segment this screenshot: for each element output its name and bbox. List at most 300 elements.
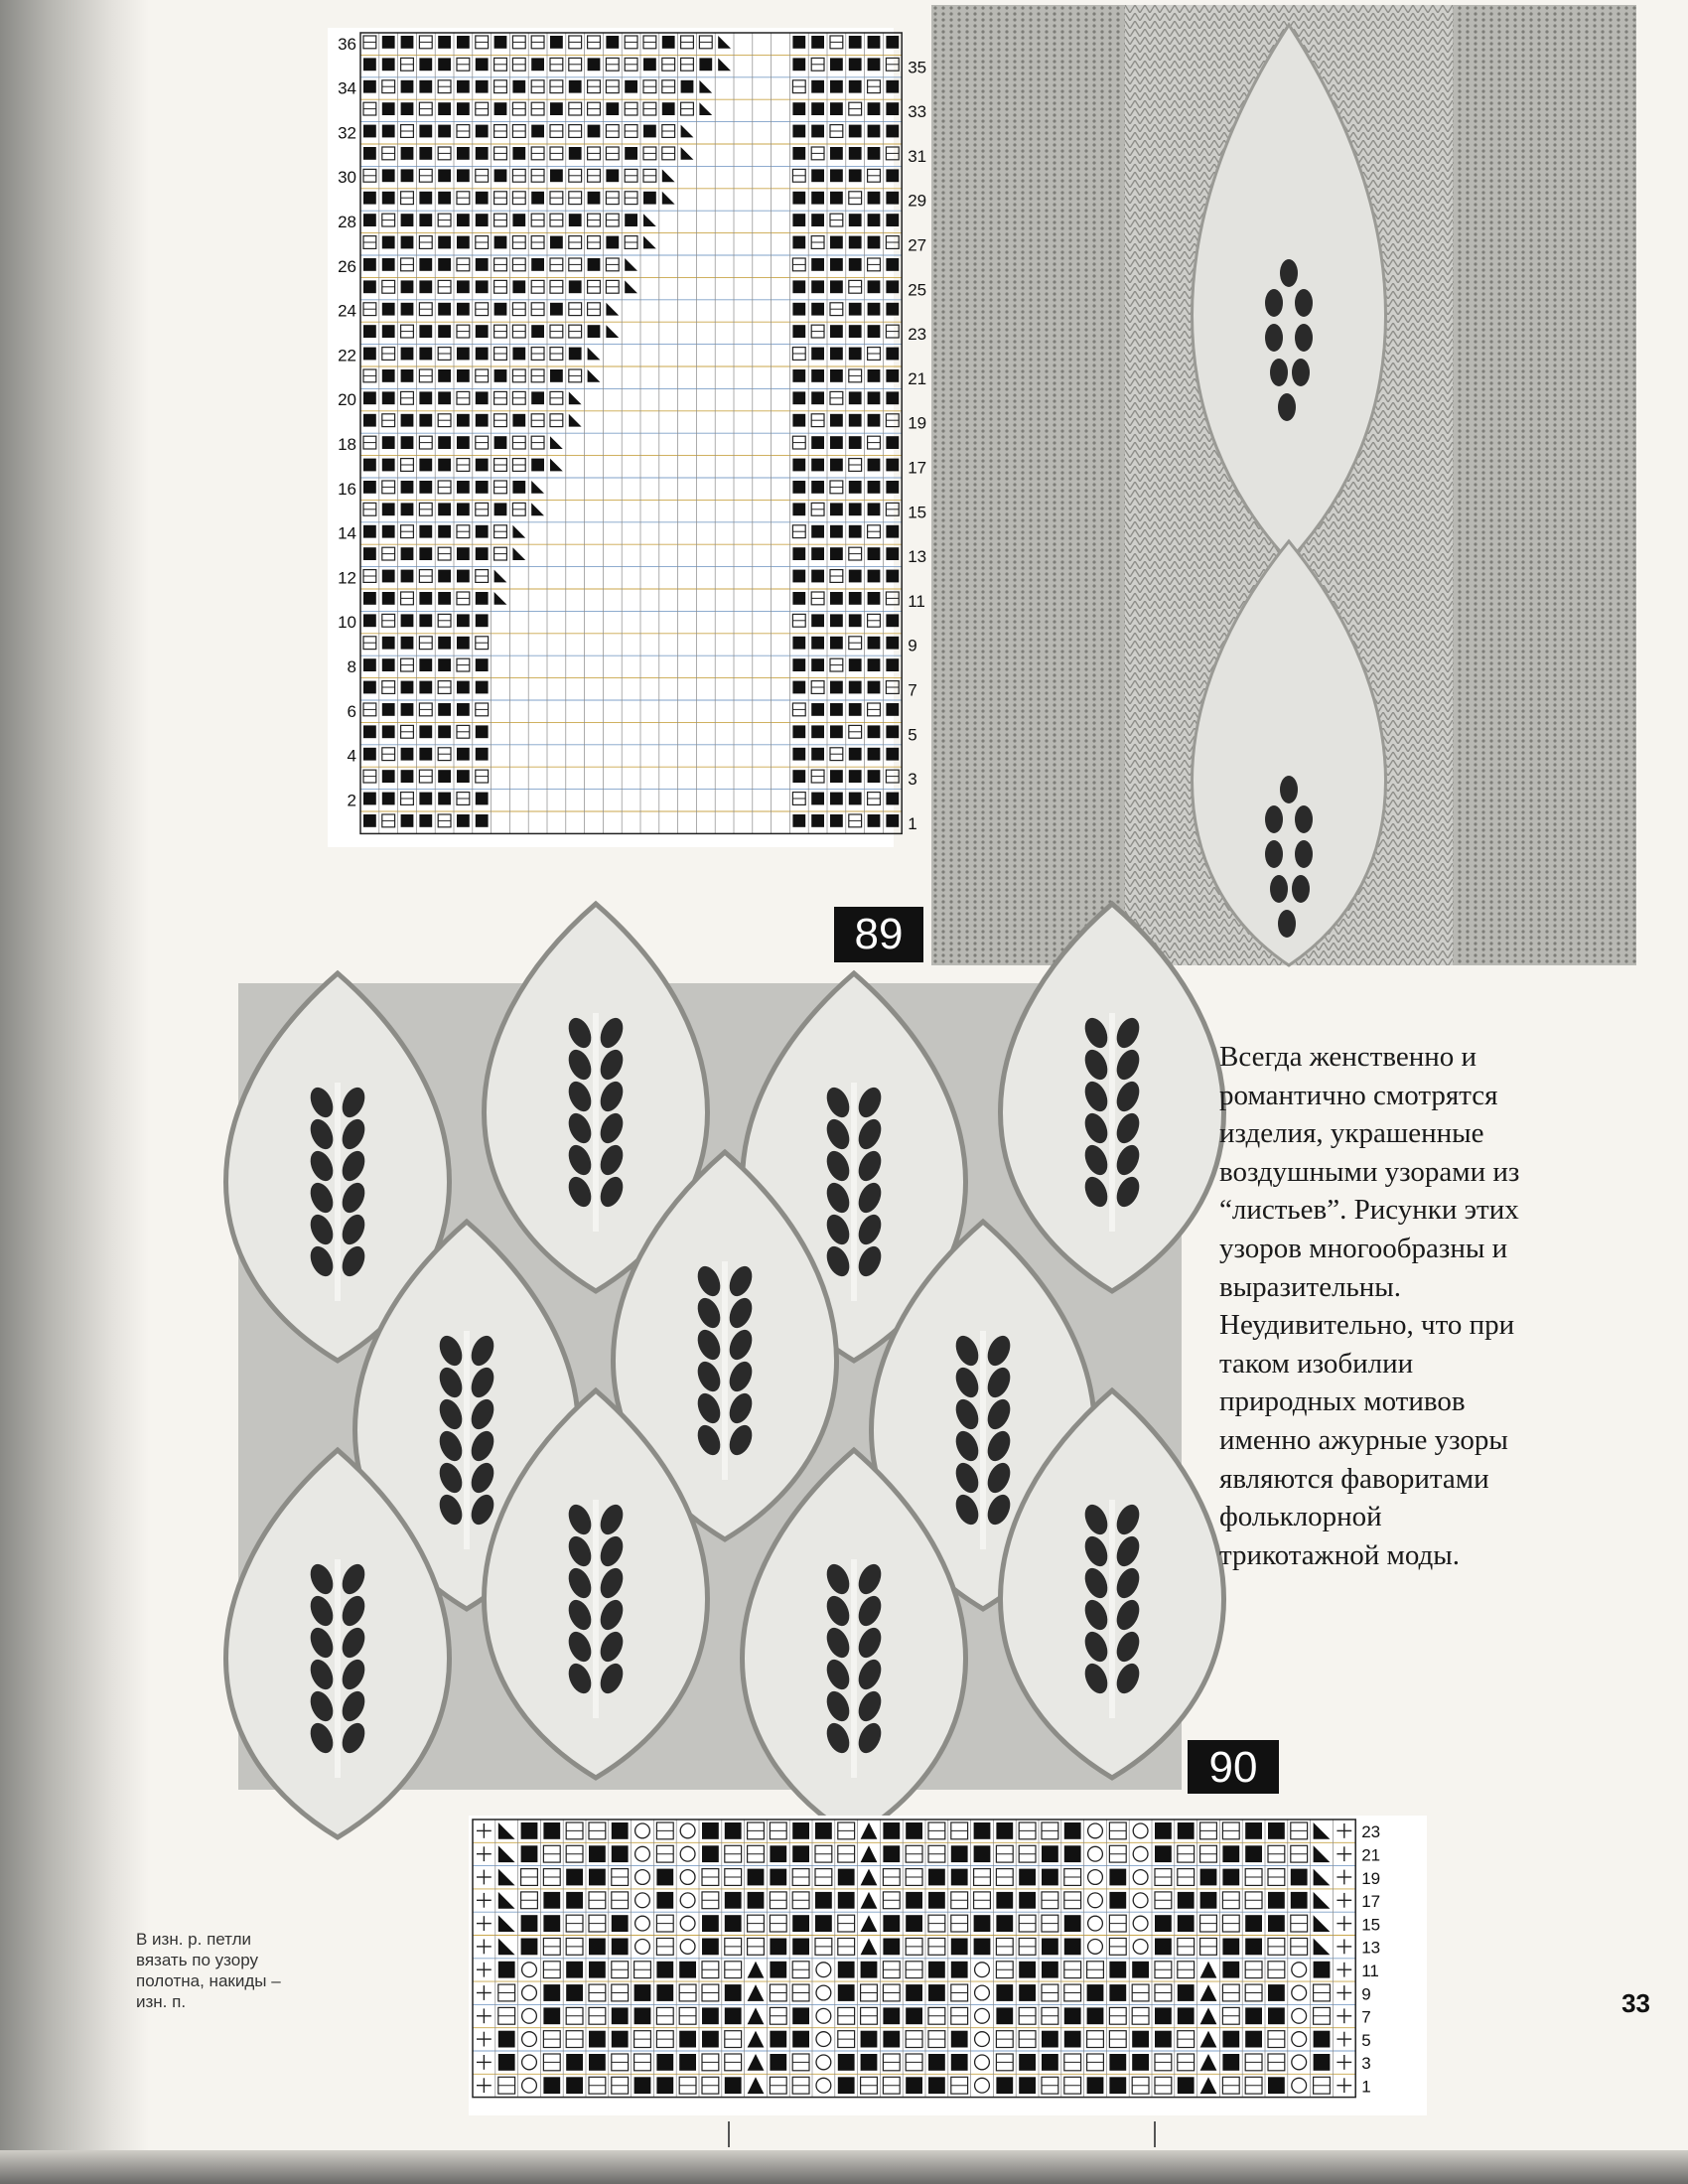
purl-symbol (401, 303, 414, 316)
purl-symbol (419, 80, 432, 93)
purl-symbol (1155, 1939, 1172, 1956)
purl-symbol (792, 459, 805, 472)
eyelet-hole (1295, 324, 1313, 352)
purl-symbol (543, 2077, 560, 2094)
purl-symbol (1109, 1984, 1126, 2001)
purl-symbol (401, 614, 414, 627)
purl-symbol (382, 325, 395, 338)
purl-symbol (792, 2007, 809, 2024)
purl-symbol (811, 658, 824, 671)
row-number-right: 11 (908, 591, 925, 611)
purl-symbol (868, 592, 881, 605)
purl-symbol (868, 325, 881, 338)
purl-symbol (792, 369, 805, 382)
row-number-left: 18 (338, 435, 356, 454)
triangle-symbol (748, 2054, 765, 2071)
purl-symbol (382, 303, 395, 316)
purl-symbol (457, 236, 470, 249)
decrease-symbol (643, 214, 656, 226)
purl-symbol (625, 147, 637, 160)
purl-symbol (1132, 2031, 1149, 2048)
purl-symbol (438, 592, 451, 605)
purl-symbol (401, 348, 414, 361)
purl-symbol (589, 1939, 606, 1956)
purl-symbol (457, 348, 470, 361)
purl-symbol (363, 658, 376, 671)
purl-symbol (476, 681, 489, 694)
purl-symbol (792, 1845, 809, 1862)
purl-symbol (382, 570, 395, 583)
purl-symbol (419, 58, 432, 71)
purl-symbol (868, 303, 881, 316)
purl-symbol (550, 236, 563, 249)
purl-symbol (419, 125, 432, 138)
purl-symbol (401, 214, 414, 226)
purl-symbol (830, 325, 843, 338)
purl-symbol (419, 147, 432, 160)
purl-symbol (1222, 1845, 1239, 1862)
purl-symbol (770, 1939, 786, 1956)
purl-symbol (438, 369, 451, 382)
eyelet-hole (1295, 805, 1313, 833)
purl-symbol (770, 1845, 786, 1862)
triangle-symbol (1200, 1984, 1217, 2001)
purl-symbol (770, 1869, 786, 1886)
purl-symbol (1109, 2077, 1126, 2094)
purl-symbol (792, 1915, 809, 1932)
row-number-left: 26 (338, 256, 356, 276)
purl-symbol (830, 369, 843, 382)
article-text: Всегда женственно и романтично смотрятся изделия, украшенные воздушными узорами из “листьев”. Рисунки этих узоров многообразны и выразительны. Неудивительно, что при таком изобилии природных мотивов именно ажурные узоры являются фаворитами фольклорной трикотажной моды. (1219, 1041, 1520, 1571)
purl-symbol (792, 214, 805, 226)
purl-symbol (868, 503, 881, 515)
purl-symbol (457, 280, 470, 293)
purl-symbol (550, 303, 563, 316)
purl-symbol (830, 102, 843, 115)
figure-90-label: 90 (1188, 1740, 1279, 1794)
row-number-right: 33 (908, 102, 927, 122)
purl-symbol (543, 2007, 560, 2024)
purl-symbol (382, 658, 395, 671)
chart-89 (328, 28, 927, 847)
purl-symbol (382, 637, 395, 650)
purl-symbol (849, 214, 862, 226)
page-bottom-edge (0, 2150, 1688, 2184)
purl-symbol (815, 1915, 832, 1932)
purl-symbol (363, 391, 376, 404)
purl-symbol (1291, 1892, 1308, 1909)
decrease-symbol (1314, 1845, 1331, 1862)
purl-symbol (811, 459, 824, 472)
purl-symbol (1064, 1845, 1081, 1862)
purl-symbol (569, 80, 582, 93)
purl-symbol (494, 36, 507, 49)
purl-symbol (886, 525, 899, 538)
purl-symbol (498, 1962, 515, 1978)
purl-symbol (401, 169, 414, 182)
yarn-over-symbol (1088, 1940, 1103, 1955)
purl-symbol (830, 169, 843, 182)
purl-symbol (589, 1962, 606, 1978)
purl-symbol (996, 2077, 1013, 2094)
yarn-over-symbol (522, 2078, 537, 2093)
purl-symbol (457, 770, 470, 783)
purl-symbol (512, 348, 525, 361)
purl-symbol (494, 503, 507, 515)
purl-symbol (849, 58, 862, 71)
purl-symbol (419, 814, 432, 827)
purl-symbol (550, 369, 563, 382)
purl-symbol (494, 303, 507, 316)
purl-symbol (588, 192, 601, 205)
purl-symbol (1222, 1869, 1239, 1886)
purl-symbol (811, 481, 824, 494)
purl-symbol (438, 436, 451, 449)
purl-symbol (476, 125, 489, 138)
purl-symbol (1268, 1915, 1285, 1932)
purl-symbol (811, 102, 824, 115)
purl-symbol (438, 658, 451, 671)
purl-symbol (886, 459, 899, 472)
purl-symbol (928, 1984, 945, 2001)
purl-symbol (886, 102, 899, 115)
purl-symbol (476, 414, 489, 427)
purl-symbol (457, 703, 470, 716)
purl-symbol (792, 770, 805, 783)
purl-symbol (868, 58, 881, 71)
decrease-symbol (588, 348, 601, 361)
purl-symbol (883, 2007, 900, 2024)
yarn-over-symbol (816, 2008, 831, 2023)
yarn-over-symbol (635, 1916, 650, 1931)
purl-symbol (868, 814, 881, 827)
purl-symbol (886, 192, 899, 205)
yarn-over-symbol (1133, 1823, 1148, 1838)
purl-symbol (1314, 2054, 1331, 2071)
purl-symbol (830, 814, 843, 827)
purl-symbol (849, 125, 862, 138)
yarn-over-symbol (1133, 1870, 1148, 1885)
purl-symbol (476, 214, 489, 226)
purl-symbol (811, 348, 824, 361)
purl-symbol (868, 280, 881, 293)
purl-symbol (457, 80, 470, 93)
purl-symbol (811, 814, 824, 827)
row-number-right: 1 (908, 813, 917, 833)
row-number-right: 27 (908, 235, 927, 255)
purl-symbol (1222, 1939, 1239, 1956)
purl-symbol (792, 391, 805, 404)
purl-symbol (1087, 2007, 1104, 2024)
purl-symbol (512, 214, 525, 226)
decrease-symbol (1314, 1915, 1331, 1932)
purl-symbol (457, 570, 470, 583)
purl-symbol (883, 1915, 900, 1932)
row-number-right: 9 (1361, 1984, 1371, 2004)
row-number-right: 15 (908, 503, 927, 522)
purl-symbol (476, 58, 489, 71)
purl-symbol (861, 2031, 878, 2048)
purl-symbol (363, 147, 376, 160)
purl-symbol (886, 280, 899, 293)
purl-symbol (438, 102, 451, 115)
row-number-left: 34 (338, 78, 356, 98)
purl-symbol (679, 2031, 696, 2048)
yarn-over-symbol (522, 1963, 537, 1977)
purl-symbol (401, 436, 414, 449)
triangle-symbol (861, 1845, 878, 1862)
purl-symbol (811, 80, 824, 93)
purl-symbol (792, 681, 805, 694)
purl-symbol (811, 258, 824, 271)
eyelet-hole (1295, 289, 1313, 317)
purl-symbol (792, 547, 805, 560)
purl-symbol (928, 1962, 945, 1978)
purl-symbol (868, 369, 881, 382)
purl-symbol (868, 36, 881, 49)
row-number-left: 16 (338, 479, 356, 499)
purl-symbol (531, 125, 544, 138)
purl-symbol (543, 1915, 560, 1932)
triangle-symbol (748, 1962, 765, 1978)
purl-symbol (543, 1984, 560, 2001)
purl-symbol (792, 102, 805, 115)
triangle-symbol (1200, 1962, 1217, 1978)
purl-symbol (401, 280, 414, 293)
purl-symbol (419, 214, 432, 226)
purl-symbol (868, 414, 881, 427)
purl-symbol (476, 459, 489, 472)
yarn-over-symbol (1088, 1823, 1103, 1838)
purl-symbol (1200, 1869, 1217, 1886)
yarn-over-symbol (975, 1985, 990, 2000)
yarn-over-symbol (975, 2008, 990, 2023)
purl-symbol (438, 36, 451, 49)
purl-symbol (363, 258, 376, 271)
purl-symbol (1245, 1845, 1262, 1862)
purl-symbol (868, 770, 881, 783)
yarn-over-symbol (1292, 2008, 1307, 2023)
purl-symbol (588, 125, 601, 138)
purl-symbol (1291, 1869, 1308, 1886)
eyelet-hole (1292, 875, 1310, 903)
purl-symbol (606, 36, 619, 49)
purl-symbol (476, 614, 489, 627)
yarn-over-symbol (522, 1985, 537, 2000)
purl-symbol (868, 236, 881, 249)
purl-symbol (928, 1892, 945, 1909)
purl-symbol (1064, 1822, 1081, 1839)
purl-symbol (849, 80, 862, 93)
purl-symbol (401, 481, 414, 494)
purl-symbol (838, 2077, 855, 2094)
purl-symbol (531, 258, 544, 271)
purl-symbol (886, 481, 899, 494)
purl-symbol (612, 1822, 629, 1839)
purl-symbol (849, 147, 862, 160)
row-number-right: 7 (1361, 2007, 1371, 2027)
triangle-symbol (748, 2007, 765, 2024)
purl-symbol (512, 80, 525, 93)
purl-symbol (1019, 1869, 1036, 1886)
purl-symbol (656, 1892, 673, 1909)
eyelet-hole (1292, 359, 1310, 386)
row-number-left: 24 (338, 301, 356, 321)
chart-note: В изн. р. петли вязать по узору полотна, накиды – изн. п. (136, 1930, 281, 2011)
purl-symbol (996, 1984, 1013, 2001)
yarn-over-symbol (1292, 2055, 1307, 2070)
purl-symbol (438, 503, 451, 515)
purl-symbol (363, 280, 376, 293)
purl-symbol (401, 814, 414, 827)
decrease-symbol (718, 36, 731, 49)
purl-symbol (996, 2007, 1013, 2024)
row-number-left: 10 (338, 613, 356, 633)
row-number-right: 29 (908, 191, 927, 211)
purl-symbol (1109, 2054, 1126, 2071)
purl-symbol (1178, 1892, 1195, 1909)
purl-symbol (401, 102, 414, 115)
purl-symbol (401, 36, 414, 49)
purl-symbol (792, 58, 805, 71)
purl-symbol (849, 36, 862, 49)
purl-symbol (363, 547, 376, 560)
purl-symbol (476, 80, 489, 93)
purl-symbol (550, 36, 563, 49)
purl-symbol (792, 236, 805, 249)
decrease-symbol (498, 1939, 515, 1956)
purl-symbol (438, 570, 451, 583)
purl-symbol (883, 1939, 900, 1956)
purl-symbol (868, 391, 881, 404)
purl-symbol (886, 214, 899, 226)
purl-symbol (1132, 1962, 1149, 1978)
purl-symbol (612, 1915, 629, 1932)
triangle-symbol (861, 1822, 878, 1839)
purl-symbol (382, 436, 395, 449)
purl-symbol (643, 192, 656, 205)
purl-symbol (521, 1939, 538, 1956)
purl-symbol (792, 147, 805, 160)
purl-symbol (849, 436, 862, 449)
decrease-symbol (699, 80, 712, 93)
eyelet-hole (1265, 805, 1283, 833)
purl-symbol (1268, 1892, 1285, 1909)
purl-symbol (792, 1822, 809, 1839)
purl-symbol (634, 1984, 651, 2001)
purl-symbol (476, 481, 489, 494)
row-number-right: 23 (1361, 1822, 1381, 1842)
purl-symbol (457, 369, 470, 382)
purl-symbol (363, 80, 376, 93)
purl-symbol (1042, 1845, 1058, 1862)
purl-symbol (1042, 2054, 1058, 2071)
purl-symbol (457, 748, 470, 761)
purl-symbol (815, 1822, 832, 1839)
purl-symbol (679, 2054, 696, 2071)
purl-symbol (625, 214, 637, 226)
purl-symbol (830, 637, 843, 650)
purl-symbol (886, 570, 899, 583)
purl-symbol (868, 459, 881, 472)
purl-symbol (886, 125, 899, 138)
purl-symbol (849, 681, 862, 694)
purl-symbol (476, 258, 489, 271)
purl-symbol (1109, 1962, 1126, 1978)
purl-symbol (457, 436, 470, 449)
purl-symbol (811, 280, 824, 293)
purl-symbol (838, 1984, 855, 2001)
purl-symbol (419, 681, 432, 694)
row-number-right: 13 (1361, 1938, 1381, 1958)
purl-symbol (770, 1962, 786, 1978)
purl-symbol (589, 2031, 606, 2048)
row-number-right: 17 (1361, 1892, 1381, 1912)
row-number-right: 5 (1361, 2030, 1371, 2050)
purl-symbol (811, 391, 824, 404)
purl-symbol (476, 325, 489, 338)
purl-symbol (476, 592, 489, 605)
purl-symbol (928, 1869, 945, 1886)
purl-symbol (589, 1845, 606, 1862)
purl-symbol (438, 793, 451, 805)
purl-symbol (830, 459, 843, 472)
purl-symbol (849, 258, 862, 271)
purl-symbol (419, 258, 432, 271)
purl-symbol (662, 36, 675, 49)
purl-symbol (811, 703, 824, 716)
purl-symbol (625, 80, 637, 93)
purl-symbol (531, 391, 544, 404)
row-number-left: 6 (347, 701, 356, 721)
purl-symbol (382, 169, 395, 182)
purl-symbol (868, 681, 881, 694)
purl-symbol (382, 592, 395, 605)
purl-symbol (1200, 1892, 1217, 1909)
purl-symbol (1178, 2007, 1195, 2024)
purl-symbol (1222, 2031, 1239, 2048)
purl-symbol (996, 1915, 1013, 1932)
purl-symbol (543, 1822, 560, 1839)
purl-symbol (849, 658, 862, 671)
purl-symbol (792, 1939, 809, 1956)
purl-symbol (382, 36, 395, 49)
row-number-right: 17 (908, 458, 927, 478)
triangle-symbol (748, 2031, 765, 2048)
decrease-symbol (1314, 1892, 1331, 1909)
purl-symbol (906, 2007, 922, 2024)
purl-symbol (363, 725, 376, 738)
decrease-symbol (643, 236, 656, 249)
purl-symbol (382, 369, 395, 382)
purl-symbol (476, 748, 489, 761)
row-number-right: 23 (908, 325, 927, 345)
figure-89-label: 89 (834, 907, 923, 962)
purl-symbol (457, 814, 470, 827)
row-number-left: 22 (338, 346, 356, 365)
purl-symbol (1155, 1915, 1172, 1932)
purl-symbol (1268, 2007, 1285, 2024)
purl-symbol (363, 793, 376, 805)
purl-symbol (382, 192, 395, 205)
purl-symbol (702, 1915, 719, 1932)
purl-symbol (643, 125, 656, 138)
purl-symbol (849, 325, 862, 338)
purl-symbol (494, 436, 507, 449)
purl-symbol (457, 547, 470, 560)
yarn-over-symbol (1133, 1846, 1148, 1861)
purl-symbol (792, 280, 805, 293)
